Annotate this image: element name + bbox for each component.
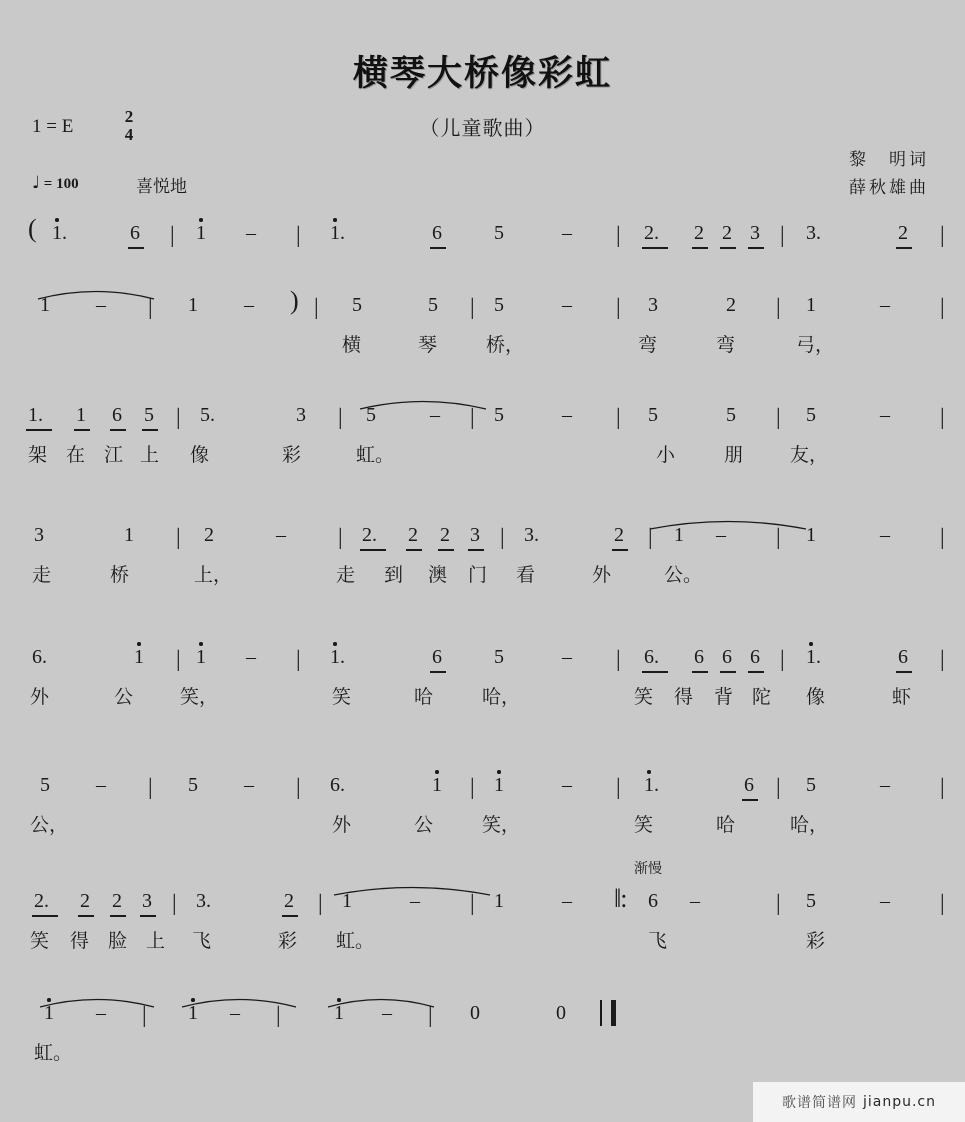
note-token: 2 [284,890,294,912]
note-token: | [296,222,301,247]
note-token: 3 [648,294,658,316]
lyric-syllable: 背 [714,686,734,708]
note-token: 5 [494,294,504,316]
beam-underline [438,549,454,551]
note-token: – [382,1002,392,1024]
note-token: 1 [342,890,352,912]
note-token: 1 [196,222,206,244]
note-token: 1. [28,404,43,426]
lyric-syllable: 彩 [278,930,298,952]
note-token: 5 [806,404,816,426]
system-7 [0,861,965,984]
note-token: – [246,646,256,668]
note-token: 1 [76,404,86,426]
note-token: 3 [34,524,44,546]
lyric-syllable: 虹。 [34,1042,73,1064]
beam-underline [748,671,764,673]
note-token: | [940,222,945,247]
note-token: – [230,1002,240,1024]
system-6-lyrics [0,810,965,850]
beam-underline [360,549,386,551]
lyric-syllable: 横 [342,334,362,356]
lyric-syllable: 陀 [752,686,772,708]
note-token: 5 [806,774,816,796]
note-token: | [170,222,175,247]
note-token: 5 [428,294,438,316]
lyric-syllable: 上 [140,444,160,466]
lyric-syllable: 笑 [332,686,352,708]
note-token: 1 [134,646,144,668]
lyric-syllable: 朋 [724,444,744,466]
system-7-notes [0,861,965,930]
note-token: | [940,646,945,671]
note-token: 2 [408,524,418,546]
note-token: 1. [806,646,821,668]
note-token: | [176,646,181,671]
system-3-notes [0,398,965,444]
octave-dot-high-icon [809,642,813,646]
time-signature-denominator: 4 [124,125,134,144]
beam-underline [720,247,736,249]
note-token: 1 [334,1002,344,1024]
note-token: 2. [644,222,659,244]
note-token: | [470,890,475,915]
lyric-syllable: 公， [30,814,69,836]
note-token: 1. [330,646,345,668]
note-token: | [148,294,153,319]
final-barline [600,1000,616,1026]
note-token: 2 [440,524,450,546]
note-token: | [940,524,945,549]
lyric-syllable: 哈， [790,814,829,836]
system-3-lyrics [0,440,965,480]
note-token: 5 [806,890,816,912]
system-1-notes [0,216,965,262]
lyric-syllable: 虾 [892,686,912,708]
note-token: | [776,774,781,799]
note-token: 5 [366,404,376,426]
note-token: 1 [432,774,442,796]
system-2-notes [0,288,965,334]
time-signature-numerator: 2 [124,107,134,126]
note-token: | [616,404,621,429]
note-token: | [940,774,945,799]
lyric-syllable: 澳 [428,564,448,586]
note-token: 5 [352,294,362,316]
note-token: 6 [432,646,442,668]
lyric-syllable: 走 [336,564,356,586]
note-token: 1 [44,1002,54,1024]
beam-underline [896,247,912,249]
note-token: | [776,404,781,429]
note-token: 5 [494,222,504,244]
note-token: 2 [80,890,90,912]
note-token: – [562,404,572,426]
note-token: | [940,294,945,319]
beam-underline [692,247,708,249]
beam-underline [142,429,158,431]
note-token: | [776,294,781,319]
note-token: 6 [648,890,658,912]
note-token: 6 [744,774,754,796]
system-4 [0,518,965,618]
subtitle: （儿童歌曲） [419,116,546,140]
note-token: | [314,294,319,319]
lyric-syllable: 琴 [418,334,438,356]
octave-dot-high-icon [435,770,439,774]
note-token: – [562,294,572,316]
note-token: | [318,890,323,915]
octave-dot-high-icon [497,770,501,774]
note-token: | [470,774,475,799]
note-token: 2 [694,222,704,244]
lyric-syllable: 得 [674,686,694,708]
octave-dot-high-icon [199,218,203,222]
note-token: 1. [52,222,67,244]
beam-underline [720,671,736,673]
lyric-syllable: 公 [114,686,134,708]
note-token: 2 [898,222,908,244]
lyric-syllable: 外 [30,686,50,708]
lyric-syllable: 友， [790,444,829,466]
lyric-syllable: 江 [104,444,124,466]
system-6 [0,768,965,868]
note-token: ( [28,214,37,243]
watermark [753,1082,965,1122]
note-token: 3. [196,890,211,912]
tempo-marking [32,173,79,193]
mood-marking: 喜悦地 [136,177,187,197]
system-3 [0,398,965,498]
lyric-syllable: 门 [468,564,488,586]
note-token: 2 [614,524,624,546]
note-token: | [616,294,621,319]
note-token: – [244,294,254,316]
note-token: | [940,404,945,429]
note-token: 1 [494,890,504,912]
system-6-notes [0,768,965,814]
tie-arc [332,882,492,898]
note-token: 1 [806,294,816,316]
note-token: 2 [722,222,732,244]
lyric-syllable: 到 [384,564,404,586]
lyric-syllable: 桥， [486,334,525,356]
note-token: 3 [470,524,480,546]
note-token: 5 [188,774,198,796]
lyric-syllable: 笑 [634,814,654,836]
lyric-syllable: 上， [194,564,233,586]
system-2-lyrics [0,330,965,370]
quarter-note-icon: ♩ [32,173,41,193]
lyric-syllable: 在 [66,444,86,466]
note-token: – [96,1002,106,1024]
lyric-syllable: 公 [414,814,434,836]
note-token: 5 [40,774,50,796]
time-signature [118,108,140,143]
note-token: – [562,222,572,244]
lyric-syllable: 弯 [716,334,736,356]
note-token: – [244,774,254,796]
note-token: | [648,524,653,549]
beam-underline [748,247,764,249]
composer-credit: 薛秋雄曲 [849,178,929,198]
system-5-lyrics [0,682,965,722]
note-token: 0 [470,1002,480,1024]
note-token: ) [290,286,299,315]
lyric-syllable: 得 [70,930,90,952]
system-7-lyrics [0,926,965,966]
lyric-syllable: 弓， [796,334,835,356]
note-token: 6. [32,646,47,668]
system-4-lyrics [0,560,965,600]
lyric-syllable: 像 [806,686,826,708]
lyric-syllable: 公。 [664,564,703,586]
note-token: 6 [130,222,140,244]
page-title: 横琴大桥像彩虹 [352,54,612,94]
note-token: 0 [556,1002,566,1024]
note-token: 1 [188,1002,198,1024]
note-token: | [776,524,781,549]
key-signature: 1 = E [32,116,74,137]
system-2 [0,288,965,388]
note-token: | [142,1002,147,1027]
lyric-syllable: 像 [190,444,210,466]
note-token: | [940,890,945,915]
note-token: 3 [750,222,760,244]
note-token: | [176,524,181,549]
beam-underline [692,671,708,673]
system-8-lyrics [0,1038,965,1078]
system-4-notes [0,518,965,564]
beam-underline [128,247,144,249]
note-token: 3 [142,890,152,912]
system-8 [0,996,965,1096]
note-token: 2 [112,890,122,912]
note-token: – [562,890,572,912]
note-token: – [880,524,890,546]
beam-underline [642,247,668,249]
note-token: | [148,774,153,799]
beam-underline [32,915,58,917]
beam-underline [430,247,446,249]
note-token: – [96,774,106,796]
system-5-notes [0,640,965,686]
repeat-barline: ‖: [614,884,627,913]
beam-underline [78,915,94,917]
note-token: 3. [524,524,539,546]
watermark-site: jianpu.cn [862,1094,936,1110]
note-token: – [562,646,572,668]
beam-underline [642,671,668,673]
lyric-syllable: 走 [32,564,52,586]
note-token: 1. [330,222,345,244]
lyric-syllable: 飞 [192,930,212,952]
note-token: 6 [722,646,732,668]
note-token: 1. [644,774,659,796]
note-token: | [172,890,177,915]
tie-arc [648,516,808,532]
note-token: – [430,404,440,426]
note-token: | [616,774,621,799]
note-token: 1 [806,524,816,546]
beam-underline [406,549,422,551]
note-token: 3 [296,404,306,426]
tie-arc [180,994,298,1010]
lyric-syllable: 虹。 [336,930,375,952]
note-token: 5 [726,404,736,426]
beam-underline [110,429,126,431]
lyric-syllable: 哈 [414,686,434,708]
lyric-syllable: 脸 [108,930,128,952]
note-token: | [276,1002,281,1027]
note-token: 1 [674,524,684,546]
note-token: 5. [200,404,215,426]
beam-underline [282,915,298,917]
lyric-syllable: 哈， [482,686,521,708]
lyric-syllable: 桥 [110,564,130,586]
octave-dot-high-icon [333,642,337,646]
note-token: 3. [806,222,821,244]
note-token: – [716,524,726,546]
note-token: – [276,524,286,546]
beam-underline [896,671,912,673]
beam-underline [26,429,52,431]
note-token: – [410,890,420,912]
note-token: – [880,890,890,912]
note-token: – [880,294,890,316]
beam-underline [74,429,90,431]
note-token: – [880,774,890,796]
tie-arc [38,994,156,1010]
tie-arc [326,994,436,1010]
lyric-syllable: 哈 [716,814,736,836]
note-token: 6 [112,404,122,426]
note-token: 1 [124,524,134,546]
lyric-syllable: 笑 [30,930,50,952]
note-token: 2. [362,524,377,546]
note-token: 6 [694,646,704,668]
beam-underline [742,799,758,801]
note-token: 1 [40,294,50,316]
octave-dot-high-icon [137,642,141,646]
note-token: | [616,222,621,247]
note-token: – [246,222,256,244]
lyricist-credit: 黎 明词 [849,150,929,170]
lyric-syllable: 外 [592,564,612,586]
tie-arc [358,396,488,412]
beam-underline [612,549,628,551]
note-token: – [96,294,106,316]
note-token: 6. [330,774,345,796]
note-token: 5 [494,404,504,426]
note-token: | [296,774,301,799]
note-token: | [780,222,785,247]
note-token: | [470,294,475,319]
note-token: 2 [204,524,214,546]
lyric-syllable: 笑， [482,814,521,836]
lyric-syllable: 看 [516,564,536,586]
note-token: | [176,404,181,429]
note-token: | [428,1002,433,1027]
lyric-syllable: 小 [656,444,676,466]
note-token: | [500,524,505,549]
lyric-syllable: 彩 [282,444,302,466]
lyric-syllable: 虹。 [356,444,395,466]
octave-dot-high-icon [333,218,337,222]
note-token: 1 [494,774,504,796]
lyric-syllable: 飞 [648,930,668,952]
note-token: | [616,646,621,671]
lyric-syllable: 笑， [180,686,219,708]
lyric-syllable: 弯 [638,334,658,356]
beam-underline [468,549,484,551]
note-token: – [690,890,700,912]
note-token: | [470,404,475,429]
beam-underline [140,915,156,917]
tempo-annotation: 渐慢 [634,861,662,877]
note-token: 1 [196,646,206,668]
note-token: 5 [648,404,658,426]
octave-dot-high-icon [199,642,203,646]
note-token: 1 [188,294,198,316]
note-token: 6 [432,222,442,244]
watermark-label: 歌谱简谱网 [781,1095,857,1111]
lyric-syllable: 外 [332,814,352,836]
system-8-notes [0,996,965,1042]
note-token: 6 [750,646,760,668]
note-token: | [296,646,301,671]
note-token: | [776,890,781,915]
tempo-value: = 100 [43,176,79,192]
note-token: – [880,404,890,426]
tie-arc [36,286,156,302]
note-token: 2. [34,890,49,912]
note-token: 5 [494,646,504,668]
note-token: 2 [726,294,736,316]
note-token: | [338,524,343,549]
lyric-syllable: 彩 [806,930,826,952]
note-token: 6. [644,646,659,668]
lyric-syllable: 架 [28,444,48,466]
octave-dot-high-icon [647,770,651,774]
note-token: – [562,774,572,796]
credits [849,146,929,202]
note-token: 6 [898,646,908,668]
lyric-syllable: 笑 [634,686,654,708]
system-5 [0,640,965,740]
note-token: | [338,404,343,429]
note-token: 5 [144,404,154,426]
note-token: | [780,646,785,671]
beam-underline [110,915,126,917]
octave-dot-high-icon [55,218,59,222]
lyric-syllable: 上 [146,930,166,952]
beam-underline [430,671,446,673]
